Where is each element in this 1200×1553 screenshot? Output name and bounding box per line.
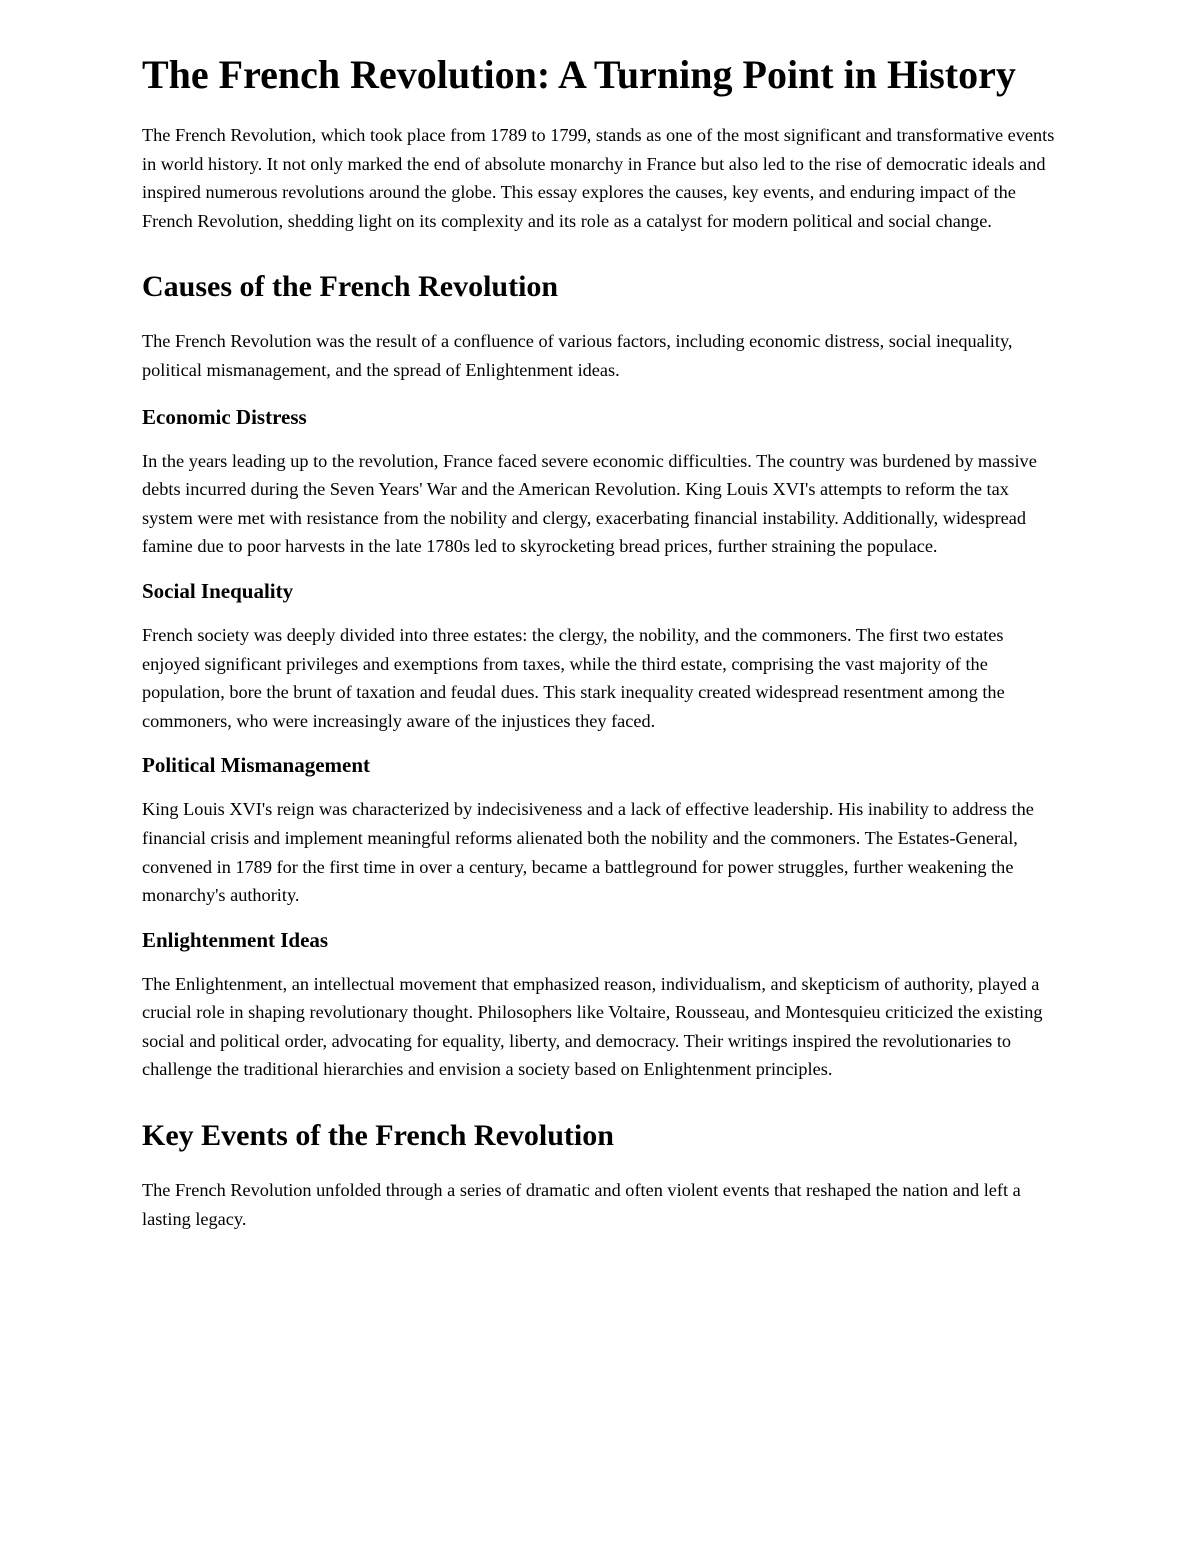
intro-paragraph: The French Revolution, which took place from 1789 to 1799, stands as one of the most significant and transformative events in world history. It not only marked the end of absolute monarchy in France but also led to the rise of democratic ideals and inspired numerous revolutions around the globe. This essay explores the causes, key events, and enduring impact of the French Revolution, shedding light on its complexity and its role as a catalyst for modern political and social change. [142, 125, 1055, 231]
political-mismanagement-paragraph: King Louis XVI's reign was characterized by indecisiveness and a lack of effective leadership. His inability to address the financial crisis and implement meaningful reforms alienated both the nobility and the commoners. The Estates-General, convened in 1789 for the first time in over a century, became a battleground for power struggles, further weakening the monarchy's authority. [142, 799, 1034, 906]
causes-paragraph: The French Revolution was the result of a confluence of various factors, including economic distress, social inequality, political mismanagement, and the spread of Enlightenment ideas. [142, 331, 1013, 380]
key-events-heading: Key Events of the French Revolution [142, 1119, 614, 1153]
social-inequality-heading: Social Inequality [142, 578, 294, 603]
document-page [142, 0, 1062, 1233]
enlightenment-ideas-paragraph: The Enlightenment, an intellectual movement that emphasized reason, individualism, and skepticism of authority, played a crucial role in shaping revolutionary thought. Philosophers like Voltaire, Rousseau, and Montesquieu criticized the existing social and political order, advocating for equality, liberty, and democracy. Their writings inspired the revolutionaries to challenge the traditional hierarchies and envision a society based on Enlightenment principles. [142, 973, 1043, 1080]
political-mismanagement-heading: Political Mismanagement [142, 753, 371, 778]
economic-distress-heading: Economic Distress [142, 404, 307, 429]
economic-distress-paragraph: In the years leading up to the revolution, France faced severe economic difficulties. The country was burdened by massive debts incurred during the Seven Years' War and the American Revolution. King Louis XVI's attempts to reform the tax system were met with resistance from the nobility and clergy, exacerbating financial instability. Additionally, widespread famine due to poor harvests in the late 1780s led to skyrocketing bread prices, further straining the populace. [142, 450, 1037, 557]
document-title: The French Revolution: A Turning Point in History [142, 52, 1016, 97]
social-inequality-paragraph: French society was deeply divided into three estates: the clergy, the nobility, and the commoners. The first two estates enjoyed significant privileges and exemptions from taxes, while the third estate, comprising the vast majority of the population, bore the brunt of taxation and feudal dues. This stark inequality created widespread resentment among the commoners, who were increasingly aware of the injustices they faced. [142, 624, 1005, 731]
enlightenment-ideas-heading: Enlightenment Ideas [142, 927, 329, 952]
causes-heading: Causes of the French Revolution [142, 270, 559, 304]
key-events-paragraph: The French Revolution unfolded through a series of dramatic and often violent events that reshaped the nation and left a lasting legacy. [142, 1180, 1021, 1229]
